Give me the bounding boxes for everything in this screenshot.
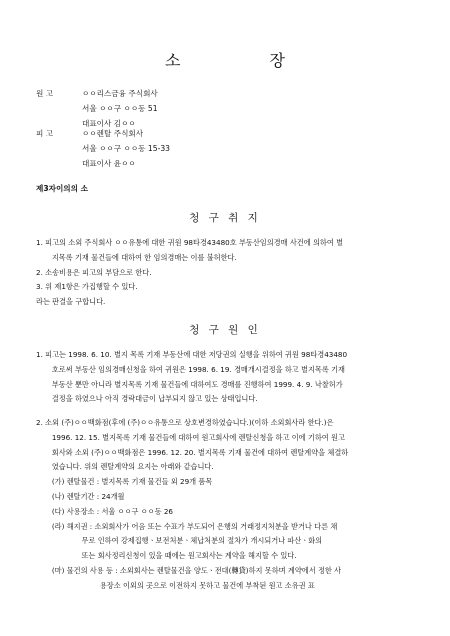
cause-paragraph-2 <box>36 416 428 594</box>
claim-line: 3. 위 제1항은 가집행할 수 있다. <box>36 282 138 292</box>
contract-term-continued: 용장소 이외의 곳으로 이전하지 못하고 물건에 부착된 원고 소유권 표 <box>45 580 315 590</box>
cause-line: 2. 소외 (주)ㅇㅇ백화점(후에 (주)ㅇㅇ유통으로 상호변경하였습니다.)(이하 소외회사라 한다.)은 <box>36 418 334 427</box>
cause-line: 호로써 부동산 임의경매신청을 하여 귀원은 1998. 6. 19. 경매개시결정을 하고 별지목록 기재 <box>45 364 345 374</box>
cause-heading: 청 구 원 인 <box>189 324 261 336</box>
plaintiff-representative: 대표이사 김ㅇㅇ <box>82 119 136 128</box>
plaintiff-block <box>36 86 158 131</box>
cause-paragraph-1 <box>36 348 428 407</box>
plaintiff-role: 원 고 <box>36 89 54 98</box>
case-title: 제3자이의의 소 <box>36 184 88 193</box>
contract-term-continued: 또는 회사정리신청이 있을 때에는 원고회사는 계약을 해지할 수 있다. <box>45 551 297 561</box>
claim-line: 1. 피고의 소외 주식회사 ㅇㅇ유통에 대한 귀원 98타경43480호 부동산임의경매 사건에 의하여 별 <box>36 238 344 247</box>
cause-line: 1996. 12. 15. 별지목록 기재 물건들에 대하여 원고회사에 렌탈신청을 하고 이에 기하여 원고 <box>45 432 345 442</box>
defendant-representative: 대표이사 윤ㅇㅇ <box>82 159 136 168</box>
claim-line: 2. 소송비용은 피고의 부담으로 한다. <box>36 267 152 277</box>
claim-line: 지목록 기재 물건들에 대하여 한 임의경매는 이를 불허한다. <box>45 252 237 262</box>
cause-line: 부동산 뿐만 아니라 별지목록 기재 물건들에 대하여도 경매를 진행하여 1999. 4. 9. 낙찰허가 <box>45 379 343 389</box>
contract-term: (라) 해지권 : 소외회사가 어음 또는 수표가 부도되어 은행의 거래정지처분을 받거나 다른 채 <box>45 521 338 531</box>
document-title: 소 장 <box>165 51 327 70</box>
cause-line: 회사와 소외 (주)ㅇㅇ백화점은 1996. 12. 20. 별지목록 기재 물건에 대하여 렌탈계약을 체결하 <box>45 447 349 457</box>
contract-term: (마) 물건의 사용 등 : 소외회사는 렌탈물건을 양도ㆍ전대(轉貸)하지 못하며 계약에서 정한 사 <box>45 565 342 575</box>
defendant-role: 피 고 <box>36 129 54 138</box>
defendant-address: 서울 ㅇㅇ구 ㅇㅇ동 15-33 <box>82 144 170 153</box>
defendant-name: ㅇㅇ렌탈 주식회사 <box>82 129 144 138</box>
cause-line: 1. 피고는 1998. 6. 10. 별지 목록 기재 부동산에 대한 저당권의 실행을 위하여 귀원 98타경43480 <box>36 350 348 359</box>
cause-line: 였습니다. 위의 렌탈계약의 요지는 아래와 같습니다. <box>45 462 214 472</box>
plaintiff-name: ㅇㅇ리스금융 주식회사 <box>82 89 158 98</box>
claim-heading: 청 구 취 지 <box>189 212 261 224</box>
cause-line: 결정을 하였으나 아직 경락대금이 납부되지 않고 있는 상태입니다. <box>45 394 258 404</box>
defendant-block <box>36 126 170 171</box>
plaintiff-address: 서울 ㅇㅇ구 ㅇㅇ동 51 <box>82 104 158 113</box>
contract-term-continued: 무로 인하여 강제집행ㆍ보전처분ㆍ체납처분의 절차가 개시되거나 파산ㆍ화의 <box>45 536 323 546</box>
contract-term: (다) 사용장소 : 서울 ㅇㅇ구 ㅇㅇ동 26 <box>45 506 173 516</box>
claim-line: 라는 판결을 구합니다. <box>36 297 106 307</box>
claim-items <box>36 236 428 310</box>
contract-term: (가) 렌탈물건 : 별지목록 기재 물건들 외 29개 품목 <box>45 477 213 487</box>
contract-term: (나) 렌탈기간 : 24개월 <box>45 491 125 501</box>
